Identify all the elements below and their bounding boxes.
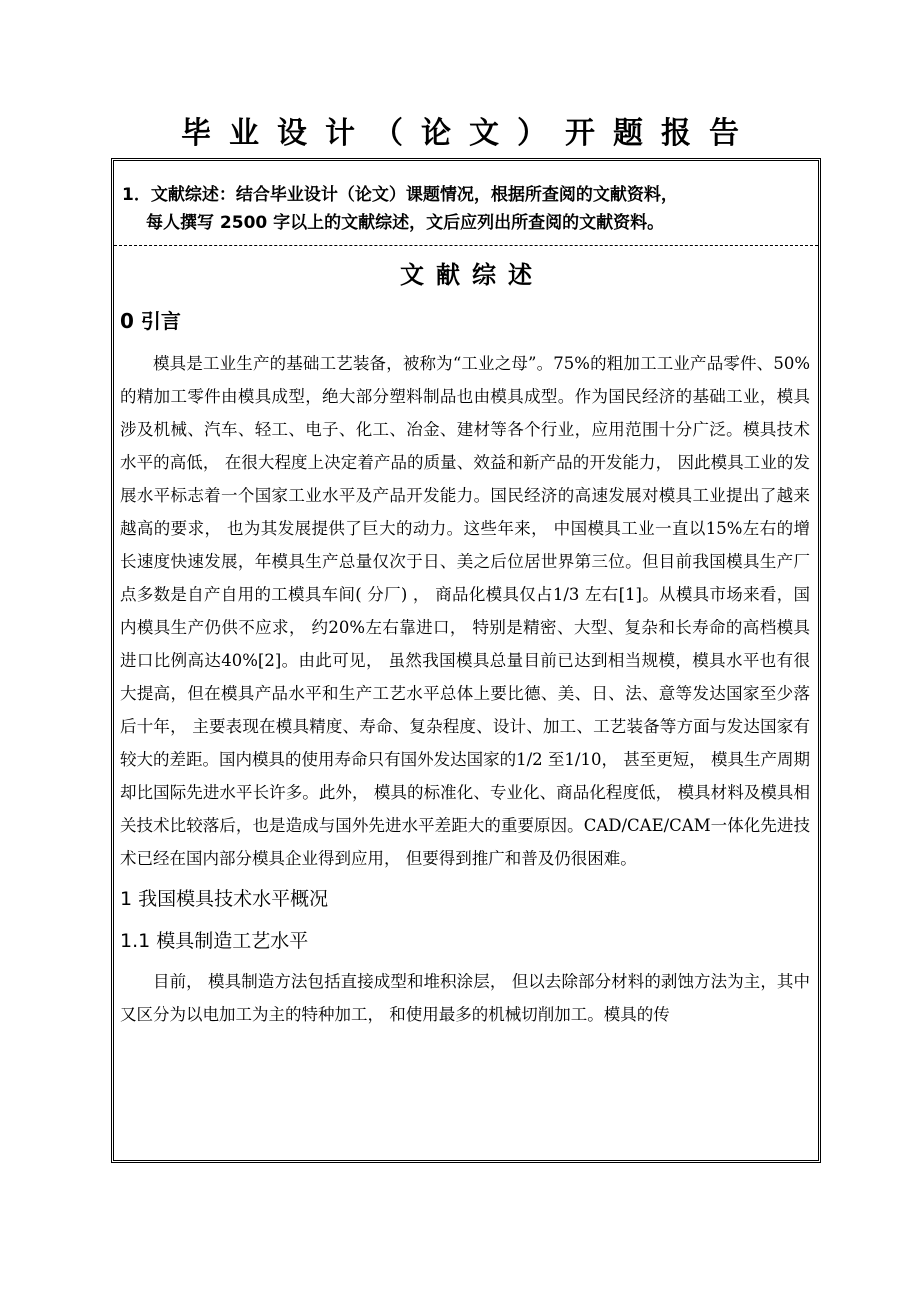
section-1-heading: 1 我国模具技术水平概况 [120, 888, 329, 910]
report-frame [111, 158, 821, 1163]
section-title: 文献综述 [400, 261, 544, 289]
dashed-divider [114, 245, 818, 246]
section-1-1-heading: 1.1 模具制造工艺水平 [120, 930, 309, 952]
section-1-1-paragraph: 目前， 模具制造方法包括直接成型和堆积涂层， 但以去除部分材料的剥蚀方法为主，其中又区分为以电加工为主的特种加工， 和使用最多的机械切削加工。模具的传 [120, 972, 810, 1024]
document-title: 毕业设计（论文）开题报告 [181, 116, 757, 151]
review-body [120, 303, 810, 1031]
instruction-line-2: 每人撰写 2500 字以上的文献综述，文后应列出所查阅的文献资料。 [146, 213, 665, 233]
intro-paragraph: 模具是工业生产的基础工艺装备，被称为“工业之母”。75%的粗加工工业产品零件、50%的精加工零件由模具成型，绝大部分塑料制品也由模具成型。作为国民经济的基础工业，模具涉及机械、汽车、轻工、电子、化工、冶金、建材等各个行业，应用范围十分广泛。模具技术水平的高低， 在很大程度上决定着产品的质量、效益和新产品的开发能力， 因此模具工业的发展水平标志着一个国家工业水平及产品开发能力。国民经济的高速发展对模具工业提出了越来越高的要求， 也为其发展提供了巨大的动力。这些年来， 中国模具工业一直以15%左右的增长速度快速发展，年模具生产总量仅次于日、美之后位居世界第三位。但目前我国模具生产厂点多数是自产自用的工模具车间( 分厂) ， 商品化模具仅占1/3 左右[1]。从模具市场来看，国内模具生产仍供不应求， 约20%左右靠进口， 特别是精密、大型、复杂和长寿命的高档模具进口比例高达40%[2]。由此可见， 虽然我国模具总量目前已达到相当规模，模具水平也有很大提高，但在模具产品水平和生产工艺水平总体上要比德、美、日、法、意等发达国家至少落后十年， 主要表现在模具精度、寿命、复杂程度、设计、加工、工艺装备等方面与发达国家有较大的差距。国内模具的使用寿命只有国外发达国家的1/2 至1/10， 甚至更短， 模具生产周期却比国际先进水平长许多。此外， 模具的标准化、专业化、商品化程度低， 模具材料及模具相关技术比较落后，也是造成与国外先进水平差距大的重要原因。CAD/CAE/CAM一体化先进技术已经在国内部分模具企业得到应用， 但要得到推广和普及仍很困难。 [120, 354, 810, 868]
intro-heading: 0 引言 [120, 309, 181, 333]
instruction-text [122, 181, 814, 237]
instruction-line-1: 1．文献综述：结合毕业设计（论文）课题情况，根据所查阅的文献资料， [122, 185, 678, 205]
